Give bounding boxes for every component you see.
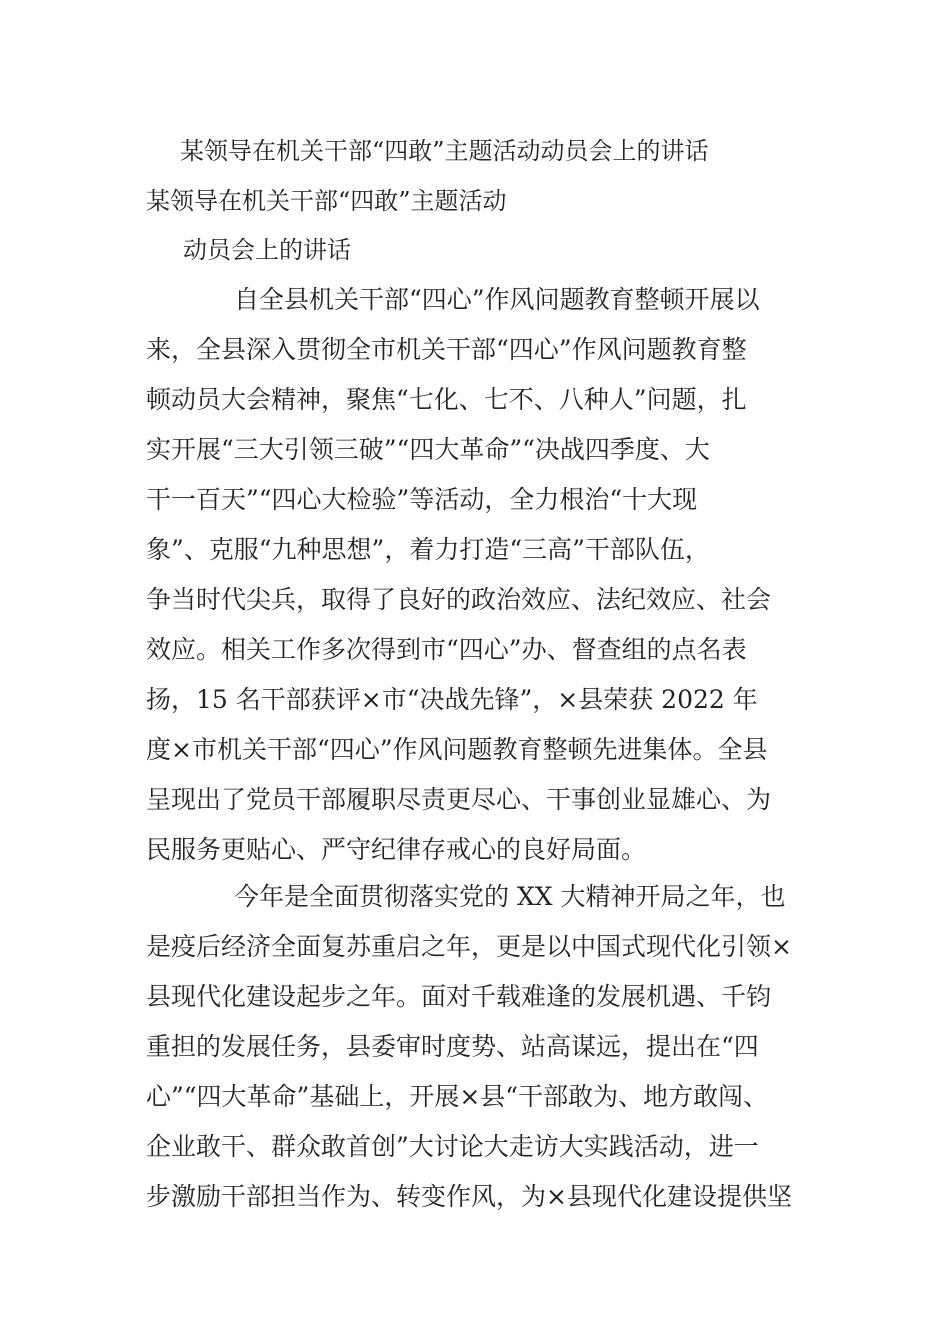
paragraph-2-line: 心”“四大革命”基础上，开展×县“干部敢为、地方敢闯、 bbox=[146, 1082, 769, 1111]
paragraph-1-line: 自全县机关干部“四心”作风问题教育整顿开展以 bbox=[234, 285, 760, 314]
paragraph-1-line: 扬，15 名干部获评×市“决战先锋”，×县荣获 2022 年 bbox=[146, 685, 758, 714]
paragraph-1-line: 呈现出了党员干部履职尽责更尽心、干事创业显雄心、为 bbox=[146, 785, 772, 814]
paragraph-1-line: 实开展“三大引领三破”“四大革命”“决战四季度、大 bbox=[146, 435, 710, 464]
paragraph-2-line: 今年是全面贯彻落实党的 XX 大精神开局之年，也 bbox=[234, 882, 786, 911]
paragraph-2-line: 县现代化建设起步之年。面对千载难逢的发展机遇、千钧 bbox=[146, 982, 772, 1011]
document-subtitle-line-2: 动员会上的讲话 bbox=[183, 236, 351, 264]
paragraph-2-line: 企业敢干、群众敢首创”大讨论大走访大实践活动，进一 bbox=[146, 1132, 759, 1161]
document-subtitle-line-1: 某领导在机关干部“四敢”主题活动 bbox=[146, 187, 507, 215]
paragraph-1-line: 干一百天”“四心大检验”等活动，全力根治“十大现 bbox=[146, 485, 698, 514]
paragraph-1-line: 度×市机关干部“四心”作风问题教育整顿先进集体。全县 bbox=[146, 735, 768, 764]
paragraph-1-line: 来，全县深入贯彻全市机关干部“四心”作风问题教育整 bbox=[146, 335, 747, 364]
paragraph-2-line: 是疫后经济全面复苏重启之年，更是以中国式现代化引领× bbox=[146, 932, 792, 961]
paragraph-1-line: 效应。相关工作多次得到市“四心”办、督查组的点名表 bbox=[146, 635, 747, 664]
paragraph-2-line: 重担的发展任务，县委审时度势、站高谋远，提出在“四 bbox=[146, 1032, 759, 1061]
paragraph-2-line: 步激励干部担当作为、转变作风，为×县现代化建设提供坚 bbox=[146, 1182, 792, 1211]
paragraph-1-line: 象”、克服“九种思想”，着力打造“三高”干部队伍， bbox=[146, 535, 710, 564]
paragraph-1-line: 民服务更贴心、严守纪律存戒心的良好局面。 bbox=[146, 835, 647, 864]
document-title: 某领导在机关干部“四敢”主题活动动员会上的讲话 bbox=[180, 137, 709, 165]
paragraph-1-line: 顿动员大会精神，聚焦“七化、七不、八种人”问题，扎 bbox=[146, 385, 747, 414]
paragraph-1-line: 争当时代尖兵，取得了良好的政治效应、法纪效应、社会 bbox=[146, 585, 772, 614]
